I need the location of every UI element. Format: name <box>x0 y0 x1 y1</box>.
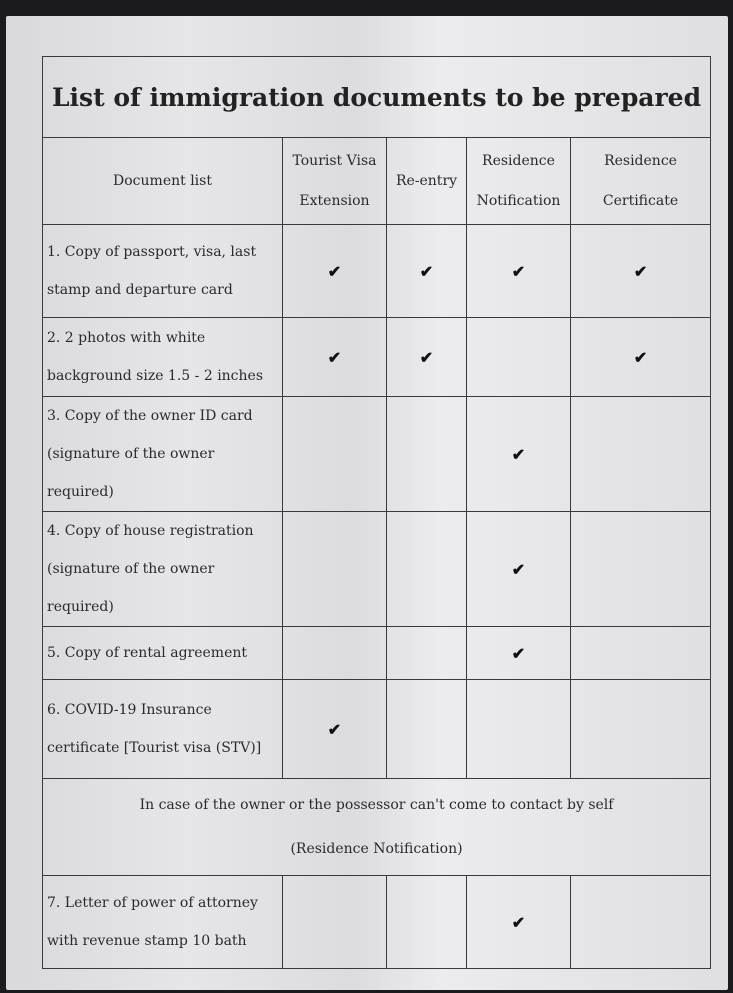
row-label-line2: with revenue stamp 10 bath <box>47 933 247 949</box>
empty-cell <box>387 512 467 627</box>
empty-cell <box>387 876 467 969</box>
documents-table <box>42 56 711 969</box>
row-label <box>43 512 283 627</box>
header-residence-notification <box>467 138 571 225</box>
check-mark-icon: ✔ <box>467 225 571 318</box>
row-label-line1: 7. Letter of power of attorney <box>47 895 258 911</box>
table-row <box>43 512 711 627</box>
row-label-line2: (signature of the owner required) <box>47 561 215 615</box>
check-mark-icon: ✔ <box>387 225 467 318</box>
row-label-line1: 5. Copy of rental agreement <box>47 645 247 661</box>
documents-table-wrapper <box>42 56 710 956</box>
row-label-line2: background size 1.5 - 2 inches <box>47 368 264 384</box>
empty-cell <box>571 627 711 680</box>
header-residence-certificate <box>571 138 711 225</box>
row-label <box>43 397 283 512</box>
note-row <box>43 779 711 876</box>
header-tourist-visa-line2: Extension <box>299 193 370 209</box>
row-label-line1: 3. Copy of the owner ID card <box>47 408 253 424</box>
row-label-line2: certificate [Tourist visa (STV)] <box>47 740 262 756</box>
header-reentry: Re-entry <box>387 138 467 225</box>
empty-cell <box>571 512 711 627</box>
row-label-line1: 2. 2 photos with white <box>47 330 206 346</box>
empty-cell <box>387 397 467 512</box>
check-mark-icon: ✔ <box>467 512 571 627</box>
empty-cell <box>283 397 387 512</box>
empty-cell <box>571 876 711 969</box>
empty-cell <box>283 876 387 969</box>
row-label <box>43 318 283 397</box>
check-mark-icon: ✔ <box>283 680 387 779</box>
row-label-line1: 1. Copy of passport, visa, last <box>47 244 257 260</box>
check-mark-icon: ✔ <box>283 318 387 397</box>
header-res-notif-line1: Residence <box>482 153 555 169</box>
row-label-line1: 4. Copy of house registration <box>47 523 254 539</box>
row-label-line1: 6. COVID-19 Insurance <box>47 702 212 718</box>
header-res-cert-line1: Residence <box>604 153 677 169</box>
check-mark-icon: ✔ <box>283 225 387 318</box>
header-tourist-visa-line1: Tourist Visa <box>292 153 377 169</box>
check-mark-icon: ✔ <box>467 397 571 512</box>
check-mark-icon: ✔ <box>387 318 467 397</box>
row-label <box>43 680 283 779</box>
table-row <box>43 627 711 680</box>
header-res-cert-line2: Certificate <box>602 193 679 209</box>
header-document-list: Document list <box>43 138 283 225</box>
check-mark-icon: ✔ <box>571 318 711 397</box>
row-label <box>43 627 283 680</box>
table-row <box>43 876 711 969</box>
empty-cell <box>283 627 387 680</box>
row-label-line2: stamp and departure card <box>47 282 233 298</box>
note-cell <box>43 779 711 876</box>
empty-cell <box>387 680 467 779</box>
header-row <box>43 138 711 225</box>
row-label-line2: (signature of the owner required) <box>47 446 215 500</box>
note-line1: In case of the owner or the possessor can't come to contact by self <box>139 797 614 813</box>
check-mark-icon: ✔ <box>467 876 571 969</box>
table-row <box>43 397 711 512</box>
table-row <box>43 318 711 397</box>
note-line2: (Residence Notification) <box>290 841 463 857</box>
empty-cell <box>571 680 711 779</box>
empty-cell <box>467 680 571 779</box>
table-row <box>43 225 711 318</box>
empty-cell <box>571 397 711 512</box>
empty-cell <box>387 627 467 680</box>
empty-cell <box>283 512 387 627</box>
check-mark-icon: ✔ <box>467 627 571 680</box>
empty-cell <box>467 318 571 397</box>
page-title: List of immigration documents to be prepared <box>43 57 711 138</box>
row-label <box>43 225 283 318</box>
check-mark-icon: ✔ <box>571 225 711 318</box>
header-res-notif-line2: Notification <box>476 193 561 209</box>
header-tourist-visa-extension <box>283 138 387 225</box>
row-label <box>43 876 283 969</box>
table-row <box>43 680 711 779</box>
